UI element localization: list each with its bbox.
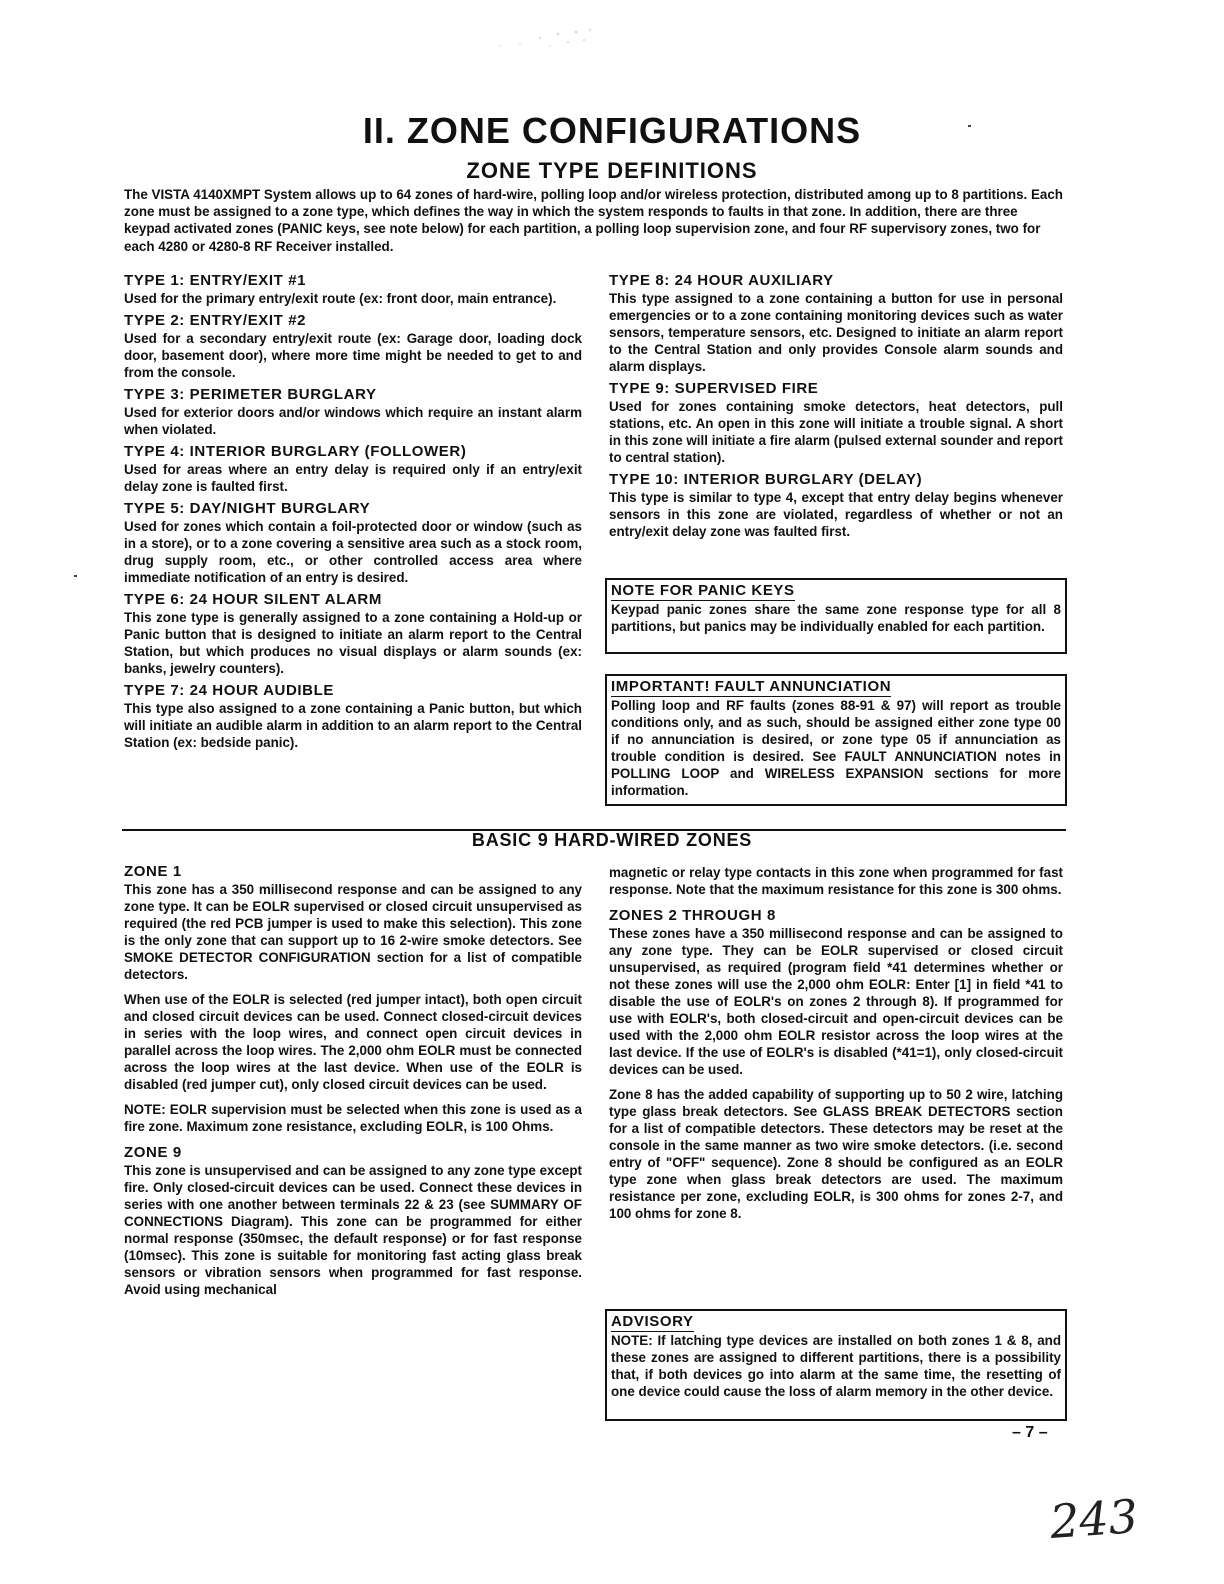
type-heading: TYPE 6: 24 HOUR SILENT ALARM	[124, 591, 382, 608]
fault-annunciation-note	[605, 674, 1067, 806]
type-heading: TYPE 7: 24 HOUR AUDIBLE	[124, 682, 334, 699]
type-heading: TYPE 3: PERIMETER BURGLARY	[124, 386, 377, 403]
zone-heading: ZONES 2 THROUGH 8	[609, 907, 776, 924]
type-heading: TYPE 2: ENTRY/EXIT #2	[124, 312, 307, 329]
page-number: – 7 –	[1012, 1424, 1048, 1441]
panic-keys-note	[605, 578, 1067, 654]
zone-types-left-column	[124, 271, 582, 755]
hardwired-right-column	[609, 864, 1063, 1226]
advisory-box	[605, 1309, 1067, 1421]
zone-note: NOTE: EOLR supervision must be selected when this zone is used as a fire zone. Maximum zone resistance, excluding EOLR, is 100 Ohms.	[124, 1102, 582, 1134]
type-description: This zone type is generally assigned to a zone containing a Hold-up or Panic button that is designed to initiate an alarm report to the Central Station, but which produces no visual displays or alarm sounds (ex: banks, jewelry counters).	[124, 610, 582, 676]
zone-heading: ZONE 9	[124, 1144, 182, 1161]
advisory-heading: ADVISORY	[611, 1313, 694, 1330]
type-heading: TYPE 8: 24 HOUR AUXILIARY	[609, 272, 834, 289]
type-heading: TYPE 10: INTERIOR BURGLARY (DELAY)	[609, 471, 923, 488]
type-description: Used for zones containing smoke detectors, heat detectors, pull stations, etc. An open in this zone will initiate a trouble signal. A short in this zone will initiate a fire alarm (pulsed external sounder and report to central station).	[609, 399, 1063, 465]
type-description: This type also assigned to a zone containing a Panic button, but which will initiate an audible alarm in addition to an alarm report to the Central Station (ex: bedside panic).	[124, 701, 582, 750]
scan-mark	[74, 575, 77, 577]
type-description: Used for zones which contain a foil-protected door or window (such as in a store), or to a zone covering a sensitive area such as a stock room, drug supply room, etc., or other controlled access area where immediate notification of an entry is desired.	[124, 519, 582, 585]
type-description: Used for a secondary entry/exit route (ex: Garage door, loading dock door, basement door), where more time might be needed to get to and from the console.	[124, 331, 582, 380]
note-text: Polling loop and RF faults (zones 88-91 & 97) will report as trouble conditions only, and as such, should be assigned either zone type 00 if no annunciation is desired, or zone type 05 if annunciation as trouble condition is desired. See FAULT ANNUNCIATION notes in POLLING LOOP and WIRELESS EXPANSION sections for more information.	[611, 698, 1061, 798]
page-title: II. ZONE CONFIGURATIONS	[362, 110, 862, 151]
type-description: This type assigned to a zone containing a button for use in personal emergencies or to a zone containing monitoring devices such as water sensors, temperature sensors, etc. Designed to initiate an alarm report to the Central Station and only provides Console alarm sounds and alarm displays.	[609, 291, 1063, 374]
zone-paragraph: These zones have a 350 millisecond response and can be assigned to any zone type. They can be EOLR supervised or closed circuit unsupervised, as required (program field *41 determines whether or not these zones will use the 2,000 ohm EOLR: Enter [1] in field *41 to disable the use of EOLR's on zones 2 through 8). If programmed for use with EOLR's, both closed-circuit and open-circuit devices can be used with the 2,000 ohm EOLR resistor across the loop wires at the last device. If the use of EOLR's is disabled (*41=1), only closed-circuit devices can be used.	[609, 926, 1063, 1077]
type-description: Used for exterior doors and/or windows which require an instant alarm when violated.	[124, 405, 582, 437]
type-description: Used for areas where an entry delay is required only if an entry/exit delay zone is faulted first.	[124, 462, 582, 494]
section-title: BASIC 9 HARD-WIRED ZONES	[471, 830, 753, 850]
type-heading: TYPE 4: INTERIOR BURGLARY (FOLLOWER)	[124, 443, 467, 460]
intro-paragraph: The VISTA 4140XMPT System allows up to 64 zones of hard-wire, polling loop and/or wireless protection, distributed among up to 8 partitions. Each zone must be assigned to a zone type, which defines the way in which the system responds to faults in that zone. In addition, there are three keypad activated zones (PANIC keys, see note below) for each partition, a polling loop supervision zone, and four RF supervisory zones, two for each 4280 or 4280-8 RF Receiver installed.	[124, 187, 1063, 254]
zone-paragraph: This zone is unsupervised and can be assigned to any zone type except fire. Only closed-circuit devices can be used. Connect these devices in series with one another between terminals 22 & 23 (see SUMMARY OF CONNECTIONS Diagram). This zone can be programmed for either normal response (350msec, the default response) or for fast response (10msec). This zone is suitable for monitoring fast acting glass break sensors or vibration sensors when programmed for fast response. Avoid using mechanical	[124, 1163, 582, 1297]
page-subtitle: ZONE TYPE DEFINITIONS	[466, 158, 758, 183]
zone-paragraph: When use of the EOLR is selected (red jumper intact), both open circuit and closed circuit devices can be used. Connect closed-circuit devices in series with the loop wires, and connect open circuit devices in parallel across the loop wires. The 2,000 ohm EOLR must be connected across the loop wires at the last device. When use of the EOLR is disabled (red jumper cut), only closed circuit devices can be used.	[124, 992, 582, 1092]
type-heading: TYPE 5: DAY/NIGHT BURGLARY	[124, 500, 371, 517]
handwritten-annotation: 243	[1048, 1489, 1140, 1549]
note-heading: NOTE FOR PANIC KEYS	[611, 582, 795, 599]
zone-paragraph: Zone 8 has the added capability of supporting up to 50 2 wire, latching type glass break detectors. See GLASS BREAK DETECTORS section for a list of compatible detectors. These detectors may be reset at the console in the same manner as two wire smoke detectors. (i.e. second entry of "OFF" sequence). Zone 8 should be configured as an EOLR type zone when glass break detectors are used. The maximum resistance per zone, excluding EOLR, is 300 ohms for zones 2-7, and 100 ohms for zone 8.	[609, 1087, 1063, 1221]
zone-paragraph: magnetic or relay type contacts in this zone when programmed for fast response. Note that the maximum resistance for this zone is 300 ohms.	[609, 865, 1063, 897]
note-text: Keypad panic zones share the same zone response type for all 8 partitions, but panics may be individually enabled for each partition.	[611, 602, 1061, 634]
zone-types-right-column	[609, 271, 1063, 544]
type-description: This type is similar to type 4, except that entry delay begins whenever sensors in this zone are violated, regardless of whether or not an entry/exit delay zone was faulted first.	[609, 490, 1063, 539]
advisory-text: NOTE: If latching type devices are installed on both zones 1 & 8, and these zones are assigned to different partitions, there is a possibility that, if both devices go into alarm at the same time, the resetting of one device could cause the loss of alarm memory in the other device.	[611, 1333, 1061, 1399]
hardwired-left-column	[124, 862, 582, 1302]
zone-heading: ZONE 1	[124, 863, 182, 880]
note-heading: IMPORTANT! FAULT ANNUNCIATION	[611, 678, 892, 695]
type-heading: TYPE 9: SUPERVISED FIRE	[609, 380, 819, 397]
zone-paragraph: This zone has a 350 millisecond response and can be assigned to any zone type. It can be EOLR supervised or closed circuit unsupervised as required (the red PCB jumper is used to make this selection). This zone is the only zone that can support up to 16 2-wire smoke detectors. See SMOKE DETECTOR CONFIGURATION section for a list of compatible detectors.	[124, 882, 582, 982]
type-heading: TYPE 1: ENTRY/EXIT #1	[124, 272, 307, 289]
type-description: Used for the primary entry/exit route (ex: front door, main entrance).	[124, 291, 557, 306]
scan-artifact	[480, 22, 620, 52]
